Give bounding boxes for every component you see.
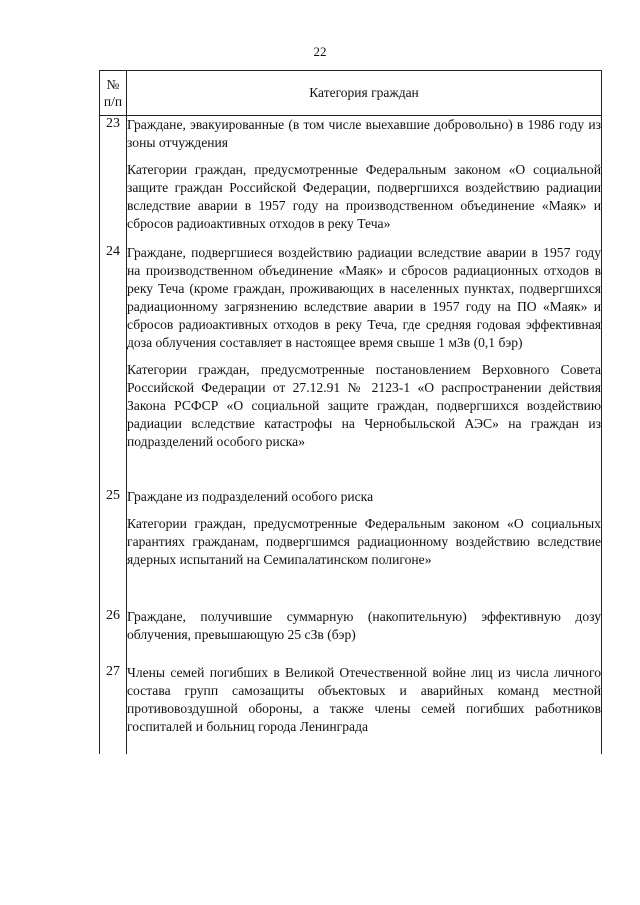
- page-number: 22: [313, 44, 327, 59]
- row-content: [127, 608, 602, 664]
- table-row: [100, 488, 602, 608]
- row-paragraph: Члены семей погибших в Великой Отечественной войне лиц из числа личного состава групп самозащиты объектовых и аварийных команд местной противовоздушной обороны, а также члены семей погибших работников госпиталей и больниц города Ленинграда: [127, 665, 601, 734]
- row-paragraph: Категории граждан, предусмотренные постановлением Верховного Совета Российской Федерации от 27.12.91 № 2123-1 «О распространении действия Закона РСФСР «О социальной защите граждан, подвергшихся воздействию радиации вследствие катастрофы на Чернобыльской АЭС» на граждан из подразделений особого риска»: [127, 362, 601, 449]
- header-number-label: п/п: [103, 94, 123, 109]
- header-category: Категория граждан: [127, 71, 602, 116]
- table-row: [100, 116, 602, 245]
- row-content: [127, 244, 602, 488]
- row-number: 27: [100, 664, 127, 754]
- table-row: [100, 664, 602, 754]
- row-number: 24: [100, 244, 127, 488]
- row-content: [127, 116, 602, 245]
- table-row: [100, 608, 602, 664]
- row-paragraph: Граждане из подразделений особого риска: [127, 489, 374, 504]
- row-paragraph: Категории граждан, предусмотренные Федеральным законом «О социальных гарантиях гражданам, подвергшимся радиационному воздействию вследствие ядерных испытаний на Семипалатинском полигоне»: [127, 516, 601, 567]
- row-paragraph: Граждане, эвакуированные (в том числе выехавшие добровольно) в 1986 году из зоны отчуждения: [127, 117, 601, 150]
- row-number: 25: [100, 488, 127, 608]
- citizen-category-table: [99, 70, 602, 754]
- row-paragraph: Категории граждан, предусмотренные Федеральным законом «О социальной защите граждан Российской Федерации, подвергшихся воздействию радиации вследствие аварии в 1957 году на производственном объединение «Маяк» и сбросов радиоактивных отходов в реку Теча»: [127, 162, 601, 231]
- table-row: [100, 244, 602, 488]
- row-number: 26: [100, 608, 127, 664]
- header-number: [100, 71, 127, 116]
- row-content: [127, 488, 602, 608]
- header-number-symbol: №: [106, 77, 120, 92]
- row-content: [127, 664, 602, 754]
- table-header-row: [100, 71, 602, 116]
- row-paragraph: Граждане, получившие суммарную (накопительную) эффективную дозу облучения, превышающую 25 сЗв (бэр): [127, 609, 601, 642]
- row-paragraph: Граждане, подвергшиеся воздействию радиации вследствие аварии в 1957 году на производственном объединение «Маяк» и сбросов радиационных отходов в реку Теча (кроме граждан, проживающих в населенных пунктах, подвергшихся радиационному загрязнению вследствие аварии в 1957 году на ПО «Маяк» и сбросов радиоактивных отходов в реку Теча, где средняя годовая эффективная доза облучения составляет в настоящее время свыше 1 мЗв (0,1 бэр): [127, 245, 601, 350]
- row-number: 23: [100, 116, 127, 245]
